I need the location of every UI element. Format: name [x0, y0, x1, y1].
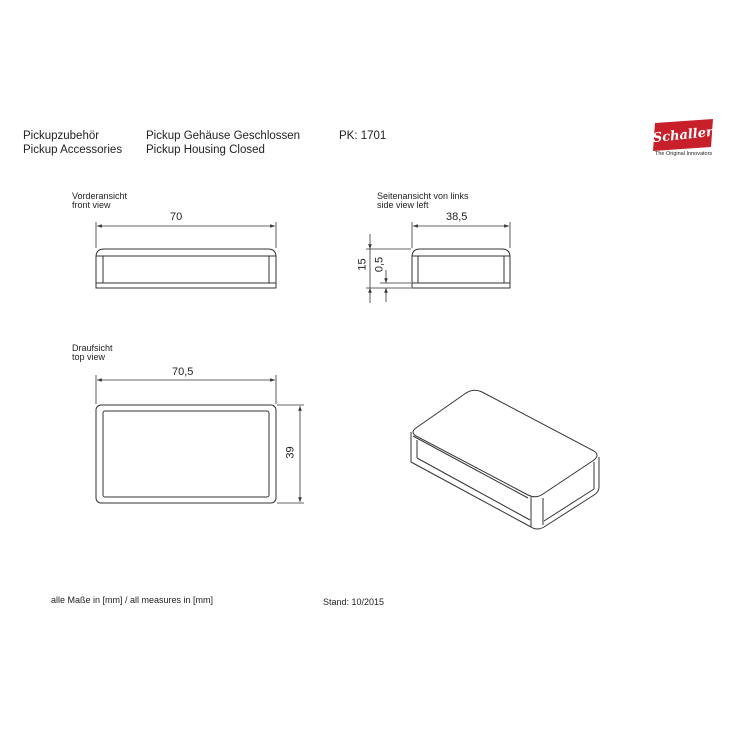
side-width-dim-line: [412, 222, 510, 248]
side-height-dim-line: [366, 234, 411, 303]
front-view-outline: [96, 249, 276, 288]
side-height-dimension: 15: [356, 258, 369, 271]
header-category-de: Pickupzubehör: [23, 130, 100, 142]
logo-tagline: The Original Innovators: [655, 151, 713, 157]
front-width-dim-line: [96, 222, 276, 248]
top-view-title-de: Draufsicht: [72, 343, 113, 353]
side-view-outline: [412, 249, 510, 288]
header-part-number: PK: 1701: [339, 130, 387, 142]
front-view-title-en: front view: [72, 200, 111, 210]
header-category-en: Pickup Accessories: [23, 144, 123, 156]
front-view-title-de: Vorderansicht: [72, 191, 128, 201]
top-width-dimension: 70,5: [172, 366, 194, 378]
header-product-en: Pickup Housing Closed: [146, 144, 265, 156]
side-view-title-en: side view left: [377, 200, 429, 210]
top-depth-dimension: 39: [284, 446, 297, 459]
isometric-view: [411, 390, 599, 529]
side-width-dimension: 38,5: [446, 211, 468, 223]
side-view-title-de: Seitenansicht von links: [377, 191, 469, 201]
top-view-outline: [96, 405, 276, 503]
top-width-dim-line: [96, 375, 276, 404]
units-note: alle Maße in [mm] / all measures in [mm]: [51, 595, 214, 605]
front-width-dimension: 70: [170, 211, 183, 223]
side-base-dimension: 0,5: [373, 256, 386, 273]
revision-date: Stand: 10/2015: [323, 597, 385, 607]
logo-brand-text: Schaller: [652, 124, 714, 147]
top-view-title-en: top view: [72, 352, 106, 362]
header-product-de: Pickup Gehäuse Geschlossen: [146, 130, 301, 142]
top-depth-dim-line: [277, 405, 304, 503]
